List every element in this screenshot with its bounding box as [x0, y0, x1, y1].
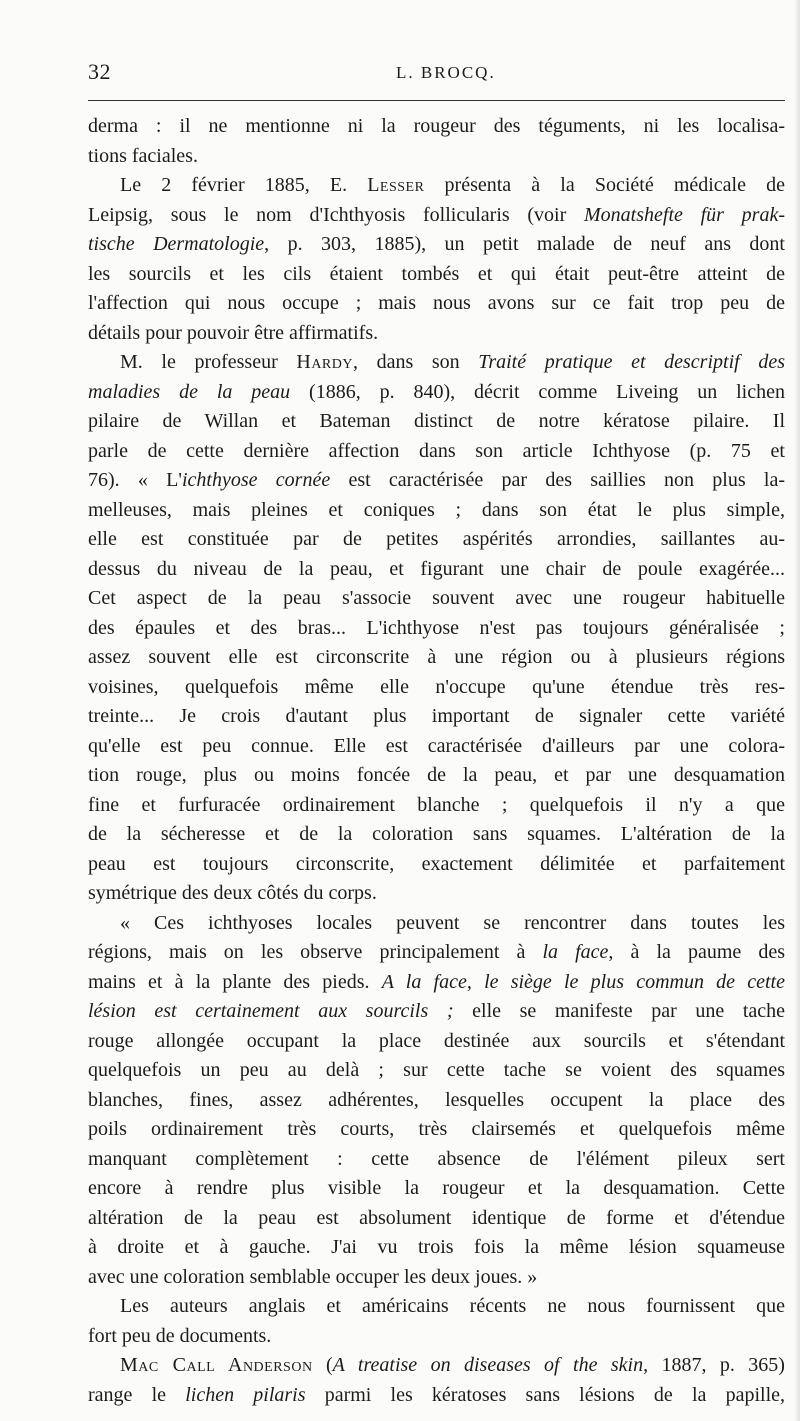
text-line [88, 761, 785, 791]
text-line [88, 879, 785, 909]
text-segment: parmi les kératoses sans lésions de la papille, [305, 1383, 785, 1406]
text-segment: Le 2 février 1885, E. [120, 174, 368, 196]
text-line [88, 555, 785, 585]
text-segment: fine et furfuracée ordinairement blanche ; quelquefois il n'y a que [88, 793, 785, 816]
text-segment: fort peu de documents. [88, 1324, 272, 1347]
header-rule [88, 100, 785, 101]
text-line [88, 909, 785, 939]
italic-text: lésion est certainement aux sourcils ; [88, 1000, 454, 1022]
text-line [88, 1263, 785, 1293]
text-segment: 76). « L' [88, 469, 182, 491]
text-segment: avec une coloration semblable occuper les deux joues. » [88, 1265, 538, 1288]
text-segment: les sourcils et les cils étaient tombés et qui était peut-être atteint de [88, 262, 785, 285]
text-line [88, 1233, 785, 1263]
text-line [88, 1056, 785, 1086]
text-segment: manquant complètement : cette absence de l'élément pileux sert [88, 1147, 785, 1170]
text-line [88, 584, 785, 614]
text-segment: l'affection qui nous occupe ; mais nous avons sur ce fait trop peu de [88, 292, 785, 314]
text-line [88, 466, 785, 496]
text-segment: Leipsig, sous le nom d'Ichthyosis follicularis (voir [88, 203, 585, 226]
author-name: Lesser [367, 174, 425, 196]
text-segment: elle est constituée par de petites aspérités arrondies, saillantes au- [88, 528, 785, 550]
page-number: 32 [88, 59, 111, 84]
text-line [88, 289, 785, 319]
body-text [88, 112, 785, 1410]
text-segment: , 1887, p. 365) [643, 1354, 785, 1376]
text-line [88, 1174, 785, 1204]
text-line [88, 850, 785, 880]
italic-text: la face [542, 941, 609, 963]
text-segment: M. le professeur [120, 351, 297, 373]
text-segment: « Ces ichthyoses locales peuvent se rencontrer dans toutes les [120, 911, 785, 934]
text-segment: à droite et à gauche. J'ai vu trois fois la même lésion squameuse [88, 1236, 785, 1258]
text-segment: quelquefois un peu au delà ; sur cette tache se voient des squames [88, 1059, 785, 1081]
text-segment: ( [312, 1354, 333, 1376]
text-line [88, 732, 785, 762]
text-segment: altération de la peau est absolument identique de forme et d'étendue [88, 1206, 785, 1229]
text-segment: symétrique des deux côtés du corps. [88, 882, 377, 904]
text-segment: treinte... Je crois d'autant plus important de signaler cette variété [88, 705, 785, 727]
author-name: Hardy [296, 351, 353, 373]
italic-text: lichen pilaris [185, 1383, 306, 1406]
text-line [88, 230, 785, 260]
text-segment: tions faciales. [88, 144, 198, 167]
text-segment: , dans son [353, 351, 479, 373]
text-line [88, 820, 785, 850]
text-line [88, 1115, 785, 1145]
running-head: L. BROCQ. [396, 63, 496, 82]
italic-text: maladies de la peau [88, 380, 291, 403]
text-segment: derma : il ne mentionne ni la rougeur des téguments, ni les localisa- [88, 115, 785, 137]
text-line [88, 1204, 785, 1234]
page-header [88, 55, 785, 95]
text-segment: détails pour pouvoir être affirmatifs. [88, 321, 379, 344]
text-segment: qu'elle est peu connue. Elle est caractérisée d'ailleurs par une colora- [88, 734, 785, 757]
text-segment: range le [88, 1383, 186, 1406]
text-segment: Cet aspect de la peau s'associe souvent avec une rougeur habituelle [88, 587, 785, 609]
text-line [88, 496, 785, 526]
text-line [88, 1381, 785, 1411]
text-line [88, 437, 785, 467]
text-line [88, 407, 785, 437]
italic-text: Monatshefte für prak- [584, 203, 785, 226]
text-segment: elle se manifeste par une tache [453, 1000, 785, 1022]
italic-text: A la face, le siège le plus commun de cette [381, 970, 785, 993]
text-segment: dessus du niveau de la peau, et figurant une chair de poule exagérée... [88, 557, 785, 580]
text-segment: pilaire de Willan et Bateman distinct de notre kératose pilaire. Il [88, 410, 785, 432]
text-line [88, 260, 785, 290]
italic-text: Traité pratique et descriptif des [478, 351, 785, 373]
text-line [88, 525, 785, 555]
text-segment: régions, mais on les observe principalement à [88, 941, 543, 963]
text-line [88, 1145, 785, 1175]
text-line [88, 171, 785, 201]
text-segment: tion rouge, plus ou moins foncée de la peau, et par une desquamation [88, 764, 785, 786]
text-segment: melleuses, mais pleines et coniques ; dans son état le plus simple, [88, 498, 785, 521]
text-segment: encore à rendre plus visible la rougeur et la desquamation. Cette [88, 1177, 785, 1199]
text-segment: des épaules et des bras... L'ichthyose n'est pas toujours généralisée ; [88, 616, 785, 639]
text-segment: poils ordinairement très courts, très clairsemés et quelquefois même [88, 1118, 785, 1140]
text-line [88, 673, 785, 703]
text-line [88, 1292, 785, 1322]
text-segment: est caractérisée par des saillies non plus la- [330, 469, 785, 491]
text-segment: voisines, quelquefois même elle n'occupe qu'une étendue très res- [88, 675, 785, 698]
text-line [88, 968, 785, 998]
text-line [88, 1351, 785, 1381]
text-segment: mains et à la plante des pieds. [88, 970, 382, 993]
text-segment: Les auteurs anglais et américains récents ne nous fournissent que [120, 1295, 785, 1317]
text-line [88, 378, 785, 408]
text-line [88, 142, 785, 172]
text-segment: de la sécheresse et de la coloration sans squames. L'altération de la [88, 823, 785, 845]
text-segment: , p. 303, 1885), un petit malade de neuf ans dont [264, 233, 785, 255]
text-line [88, 112, 785, 142]
text-line [88, 1322, 785, 1352]
text-line [88, 997, 785, 1027]
italic-text: tische Dermatologie [88, 233, 265, 255]
text-segment: parle de cette dernière affection dans son article Ichthyose (p. 75 et [88, 439, 785, 462]
italic-text: ichthyose cornée [182, 469, 331, 491]
author-name: Mac Call Anderson [120, 1354, 313, 1376]
text-line [88, 201, 785, 231]
text-line [88, 614, 785, 644]
text-line [88, 1086, 785, 1116]
text-segment: blanches, fines, assez adhérentes, lesquelles occupent la place des [88, 1088, 785, 1111]
page-edge-shadow [794, 0, 800, 1421]
text-segment: (1886, p. 840), décrit comme Liveing un lichen [290, 380, 785, 403]
text-segment: rouge allongée occupant la place destinée aux sourcils et s'étendant [88, 1029, 785, 1052]
text-segment: peau est toujours circonscrite, exactement délimitée et parfaitement [88, 852, 785, 875]
text-segment: présenta à la Société médicale de [424, 174, 785, 196]
text-line [88, 643, 785, 673]
text-line [88, 938, 785, 968]
text-line [88, 348, 785, 378]
text-segment: , à la paume des [608, 941, 785, 963]
text-segment: assez souvent elle est circonscrite à une région ou à plusieurs régions [88, 646, 785, 668]
italic-text: A treatise on diseases of the skin [332, 1354, 644, 1376]
text-line [88, 1027, 785, 1057]
text-line [88, 791, 785, 821]
text-line [88, 319, 785, 349]
text-line [88, 702, 785, 732]
